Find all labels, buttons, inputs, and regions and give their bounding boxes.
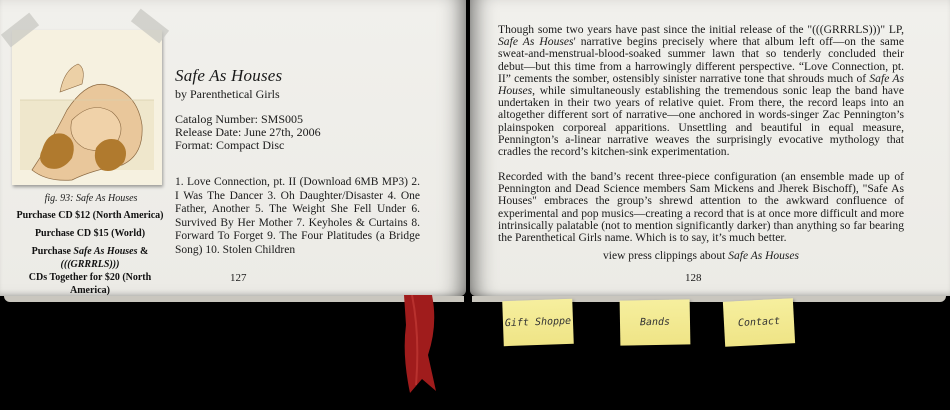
nav-gift-shoppe-label: Gift Shoppe <box>504 315 572 330</box>
p1-album-title: Safe As Houses <box>498 35 574 49</box>
nav-bands-label: Bands <box>639 316 671 329</box>
p1-text-c: , while simultaneously establishing the tremendous sonic leap the band have undertaken in their two years of relative quiet. From there, the record leaps into an altogether different sort of narrative—one anchored in words-singer Zac Pennington’s plainspoken corporeal apparitions. Unsettling and beautiful in equal measure, Pennington’s a-linear narrative weaves the surprisingly evocative mythology that cradles the record’s kitchen-sink experimentation. <box>498 84 904 159</box>
purchase-bundle-prefix: Purchase <box>31 246 74 257</box>
press-clippings-link[interactable] <box>498 250 904 262</box>
nav-contact-label: Contact <box>737 315 781 330</box>
album-title: Safe As Houses <box>175 66 283 85</box>
purchase-bundle-album-1: Safe As Houses <box>73 246 138 257</box>
format: Format: Compact Disc <box>175 138 285 152</box>
purchase-cd-world-link[interactable]: Purchase CD $15 (World) <box>34 228 146 239</box>
nav-contact[interactable] <box>723 298 795 347</box>
purchase-bundle-amp: & <box>137 246 149 257</box>
purchase-bundle-line2: CDs Together for $20 (North America) <box>28 272 152 296</box>
nav-bands[interactable] <box>620 299 691 345</box>
tracklist: 1. Love Connection, pt. II (Download 6MB MP3) 2. I Was The Dancer 3. Oh Daughter/Disaster 4. One Father, Another 5. The Weight She Fell Under 6. Survived By Her Mother 7. Keyholes & Curtains 8. Forward To Forget 9. The Four Platitudes (a Bridge Song) 10. Stolen Children <box>175 176 420 256</box>
album-cover-photo <box>12 30 162 185</box>
nav-gift-shoppe[interactable] <box>502 299 574 346</box>
p1-text-a: Though some two years have past since the initial release of the "(((GRRRLS)))" LP, <box>498 23 904 36</box>
p1-text-b: ' narrative begins precisely where that album left off—on the same sweat-and-menstrual-blood-soaked summer lawn that so tenderly concluded their debut—but this time from a harrowingly different perspective. “Love Connection, pt. II” cements the somber, ostensibly sinister narrative tone that shrouds much of <box>498 35 904 85</box>
page-number-left: 127 <box>230 272 247 284</box>
catalog-number: Catalog Number: SMS005 <box>175 112 303 126</box>
left-page <box>0 0 466 296</box>
release-date: Release Date: June 27th, 2006 <box>175 125 321 139</box>
page-number-right: 128 <box>685 272 702 284</box>
photo-caption: fig. 93: Safe As Houses <box>44 193 138 204</box>
purchase-bundle-link[interactable] <box>10 245 170 297</box>
description-paragraph-2: Recorded with the band’s recent three-piece configuration (an ensemble made up of Pennington and Dead Science members Sam Mickens and Jherek Bischoff), "Safe As Houses" embraces the group’s shrewd attention to the awkward confluence of experimental and pop musics—creating a record that is at once more difficult and more intrinsically palatable (not to mention significantly darker) than anything so far bearing the Parenthetical Girls name. Which is to say, it’s much better. <box>498 170 904 245</box>
p1-album-title-2: Safe As Houses <box>498 71 904 98</box>
press-link-prefix: view press clippings about <box>603 250 729 262</box>
purchase-bundle-album-2: (((GRRRLS))) <box>60 259 120 270</box>
album-artist: by Parenthetical Girls <box>175 87 280 101</box>
description-paragraph-1 <box>498 24 904 158</box>
bookmark-ribbon <box>398 295 442 395</box>
press-link-album: Safe As Houses <box>728 250 799 262</box>
purchase-cd-north-america-link[interactable]: Purchase CD $12 (North America) <box>16 210 164 221</box>
page-edge <box>4 296 464 302</box>
